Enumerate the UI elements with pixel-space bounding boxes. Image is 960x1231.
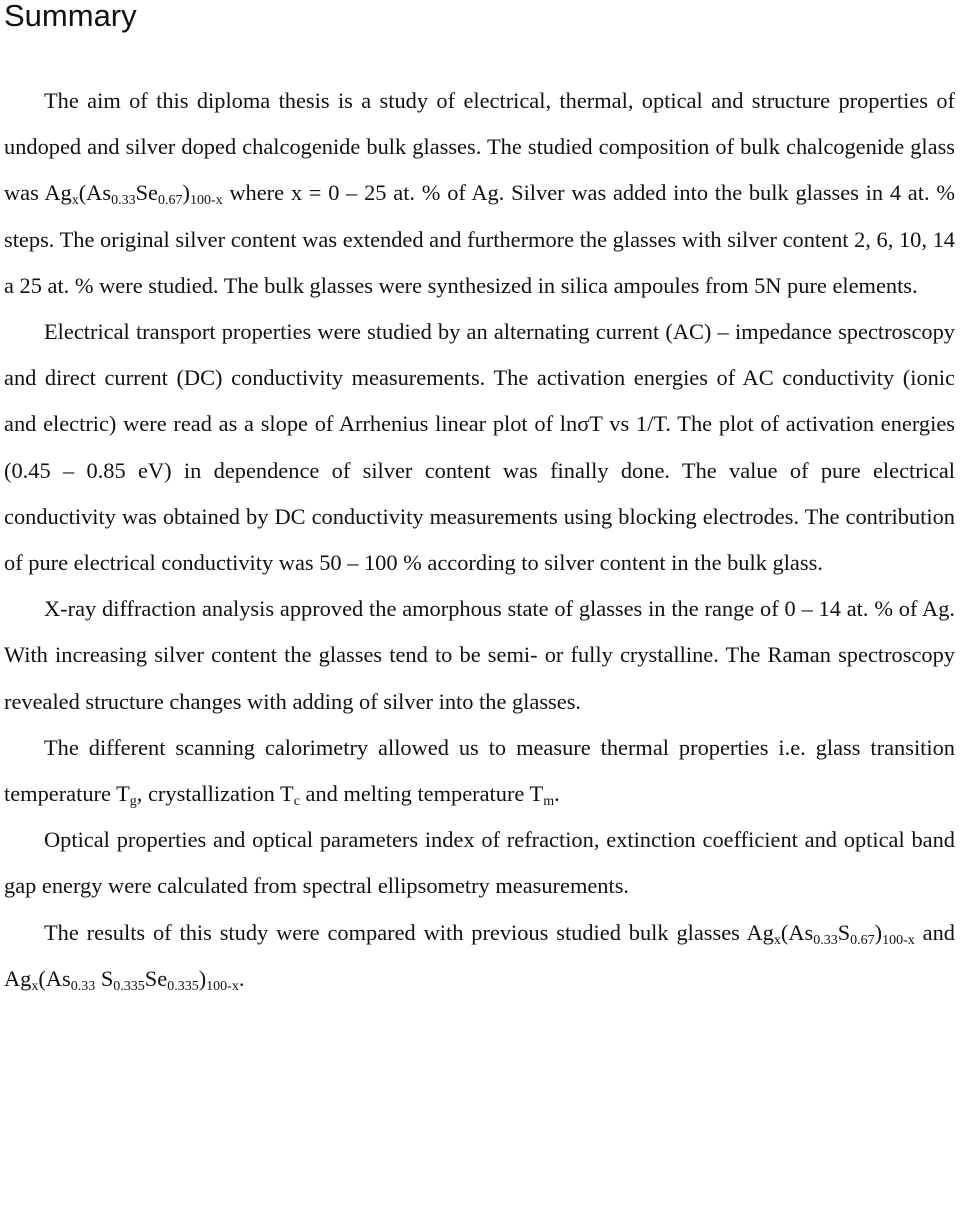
subscript: x <box>31 978 39 994</box>
subscript: x <box>773 932 781 948</box>
text-run: Se <box>144 965 168 991</box>
paragraph-optical: Optical properties and optical parameters index of refraction, extinction coefficient and optical band gap energy were calculated from spectral ellipsometry measurements. <box>4 827 955 899</box>
page-title: Summary <box>4 0 137 33</box>
text-run: The results of this study were compared with previous studied bulk glasses Ag <box>44 919 774 945</box>
text-run: S <box>95 965 114 991</box>
summary-body <box>4 78 955 1002</box>
subscript: m <box>543 794 555 810</box>
subscript: 0.33 <box>111 193 136 209</box>
text-run: and melting temperature T <box>299 781 544 807</box>
text-run: (As <box>38 965 71 991</box>
text-run: S <box>837 919 851 945</box>
text-run: (As <box>780 919 814 945</box>
text-run: . <box>554 781 560 807</box>
paragraph-calorimetry <box>4 725 955 817</box>
subscript: x <box>71 193 79 209</box>
text-run: Se <box>135 180 158 206</box>
text-run: The different scanning calorimetry allowed us to measure thermal properties i.e. glass transition temperature T <box>4 734 955 807</box>
text-run: , crystallization T <box>136 781 294 807</box>
text-run: ) <box>874 919 883 945</box>
subscript: 0.67 <box>157 193 183 209</box>
text-run: The aim of this diploma thesis is a study of electrical, thermal, optical and structure properties of undoped and silver doped chalcogenide bulk glasses. The studied composition of bulk chalcogenide glass was Ag <box>4 88 955 206</box>
subscript: c <box>293 794 300 810</box>
subscript: g <box>129 794 137 810</box>
subscript: 0.335 <box>167 978 199 994</box>
subscript: 100-x <box>189 193 223 209</box>
paragraph-xray: X-ray diffraction analysis approved the amorphous state of glasses in the range of 0 – 14 at. % of Ag. With increasing silver content the glasses tend to be semi- or fully crystalline. The Raman spectroscopy revealed structure changes with adding of silver into the glasses. <box>4 596 955 714</box>
text-run: . <box>238 965 245 991</box>
subscript: 100-x <box>206 978 239 994</box>
subscript: 0.67 <box>850 932 875 948</box>
subscript: 100-x <box>882 932 915 948</box>
subscript: 0.33 <box>813 932 838 948</box>
text-run: ) <box>182 180 190 206</box>
paragraph-results <box>4 910 955 1002</box>
paragraph-electrical: Electrical transport properties were studied by an alternating current (AC) – impedance spectroscopy and direct current (DC) conductivity measurements. The activation energies of AC conductivity (ionic and electric) were read as a slope of Arrhenius linear plot of lnσT vs 1/T. The plot of activation energies (0.45 – 0.85 eV) in dependence of silver content was finally done. The value of pure electrical conductivity was obtained by DC conductivity measurements using blocking electrodes. The contribution of pure electrical conductivity was 50 – 100 % according to silver content in the bulk glass. <box>4 319 955 576</box>
subscript: 0.33 <box>70 978 96 994</box>
subscript: 0.335 <box>113 978 145 994</box>
text-run: and Ag <box>4 919 956 991</box>
text-run: ) <box>198 965 207 991</box>
text-run: (As <box>78 180 112 206</box>
paragraph-aim <box>4 78 955 309</box>
text-run: where x = 0 – 25 at. % of Ag. Silver was added into the bulk glasses in 4 at. % steps. The original silver content was extended and furthermore the glasses with silver content 2, 6, 10, 14 a 25 at. % were studied. The bulk glasses were synthesized in silica ampoules from 5N pure elements. <box>4 180 955 298</box>
